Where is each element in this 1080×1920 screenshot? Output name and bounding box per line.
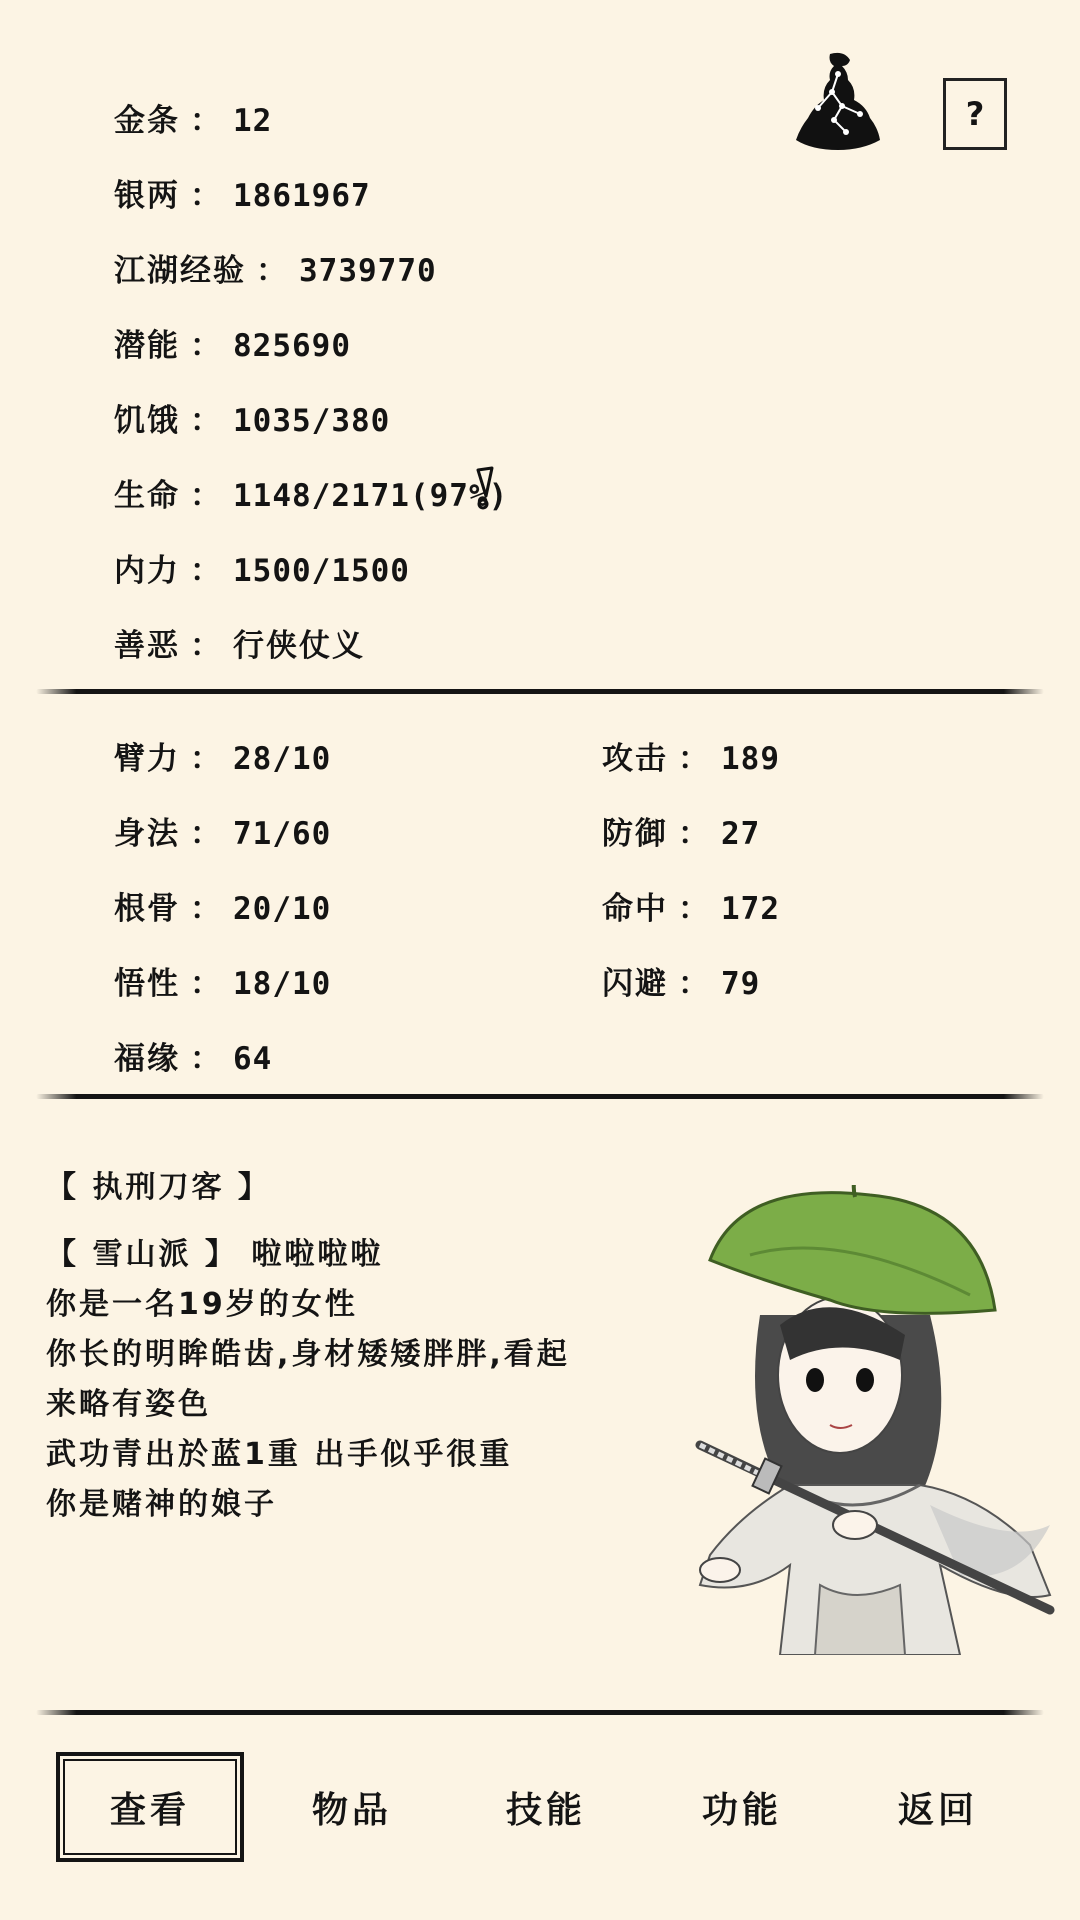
stat-separator: ： <box>190 741 223 777</box>
stat-separator: ： <box>190 891 223 927</box>
stat-separator: ： <box>190 403 223 439</box>
stat-label: 饥饿 <box>114 403 180 439</box>
stat-value: 825690 <box>233 328 351 364</box>
attr-comprehension <box>114 958 331 1003</box>
stat-value: 64 <box>233 1041 273 1077</box>
stat-label: 臂力 <box>114 741 180 777</box>
stat-separator: ： <box>678 741 711 777</box>
stat-separator: ： <box>678 816 711 852</box>
stat-separator: ： <box>190 966 223 1002</box>
stat-separator: ： <box>190 553 223 589</box>
nav-label: 查看 <box>109 1789 190 1831</box>
stat-value: 71/60 <box>233 816 332 852</box>
stat-label: 生命 <box>114 478 180 514</box>
stat-value: 1148/2171(97%) <box>233 478 509 514</box>
attr-luck <box>114 1033 272 1078</box>
attr-defense <box>602 808 760 853</box>
section-divider <box>36 689 1044 694</box>
stat-separator: ： <box>678 966 711 1002</box>
description-line: 你长的明眸皓齿,身材矮矮胖胖,看起 <box>46 1337 570 1372</box>
stat-potential <box>114 320 351 365</box>
stat-label: 闪避 <box>602 966 668 1002</box>
stat-exp <box>114 245 437 290</box>
exclamation-icon[interactable] <box>472 466 496 510</box>
stat-label: 防御 <box>602 816 668 852</box>
question-icon: ? <box>965 95 985 133</box>
nav-label: 技能 <box>505 1789 586 1831</box>
stat-label: 内力 <box>114 553 180 589</box>
stat-label: 悟性 <box>114 966 180 1002</box>
attr-dodge <box>602 958 760 1003</box>
stat-label: 身法 <box>114 816 180 852</box>
nav-functions-button[interactable] <box>652 1752 832 1862</box>
stat-separator: ： <box>256 253 289 289</box>
stat-value: 189 <box>721 741 780 777</box>
stat-label: 银两 <box>114 178 180 214</box>
stat-separator: ： <box>190 478 223 514</box>
stat-separator: ： <box>190 1041 223 1077</box>
nav-label: 物品 <box>311 1789 392 1831</box>
stat-value: 20/10 <box>233 891 332 927</box>
section-divider <box>36 1710 1044 1715</box>
nav-view-button[interactable] <box>56 1752 244 1862</box>
stat-value: 172 <box>721 891 780 927</box>
nav-skills-button[interactable] <box>456 1752 636 1862</box>
stat-value: 1035/380 <box>233 403 391 439</box>
attr-strength <box>114 733 331 778</box>
stat-label: 命中 <box>602 891 668 927</box>
stat-value: 行侠仗义 <box>233 628 365 664</box>
description-line: 【 雪山派 】 啦啦啦啦 <box>46 1237 384 1272</box>
description-line: 你是一名19岁的女性 <box>46 1287 358 1322</box>
stat-label: 善恶 <box>114 628 180 664</box>
stat-label: 金条 <box>114 103 180 139</box>
attr-constitution <box>114 883 331 928</box>
stat-label: 江湖经验 <box>114 253 246 289</box>
description-line: 来略有姿色 <box>46 1387 211 1422</box>
stat-value: 18/10 <box>233 966 332 1002</box>
character-portrait <box>680 1185 1060 1655</box>
attr-agility <box>114 808 331 853</box>
character-title: 【 执刑刀客 】 <box>46 1170 271 1205</box>
stat-label: 根骨 <box>114 891 180 927</box>
description-line: 你是赌神的娘子 <box>46 1487 277 1522</box>
stat-value: 28/10 <box>233 741 332 777</box>
stat-value: 27 <box>721 816 761 852</box>
stat-gold <box>114 95 272 140</box>
stat-value: 79 <box>721 966 761 1002</box>
stat-value: 3739770 <box>299 253 437 289</box>
stat-inner <box>114 545 410 590</box>
meditating-figure-icon <box>790 48 886 160</box>
attr-hit <box>602 883 780 928</box>
stat-morality <box>114 620 365 665</box>
stat-value: 1500/1500 <box>233 553 410 589</box>
attr-attack <box>602 733 780 778</box>
stat-label: 攻击 <box>602 741 668 777</box>
stat-separator: ： <box>190 628 223 664</box>
stat-separator: ： <box>190 328 223 364</box>
nav-back-button[interactable] <box>848 1752 1028 1862</box>
nav-label: 功能 <box>701 1789 782 1831</box>
stat-separator: ： <box>190 178 223 214</box>
stat-separator: ： <box>190 816 223 852</box>
nav-items-button[interactable] <box>262 1752 442 1862</box>
stat-silver <box>114 170 371 215</box>
description-line: 武功青出於蓝1重 出手似乎很重 <box>46 1437 513 1472</box>
stat-separator: ： <box>678 891 711 927</box>
help-button[interactable] <box>943 78 1007 150</box>
section-divider <box>36 1094 1044 1099</box>
stat-label: 福缘 <box>114 1041 180 1077</box>
stat-hunger <box>114 395 390 440</box>
stat-value: 12 <box>233 103 273 139</box>
stat-value: 1861967 <box>233 178 371 214</box>
stat-label: 潜能 <box>114 328 180 364</box>
stat-life <box>114 470 508 515</box>
nav-label: 返回 <box>897 1789 978 1831</box>
stat-separator: ： <box>190 103 223 139</box>
